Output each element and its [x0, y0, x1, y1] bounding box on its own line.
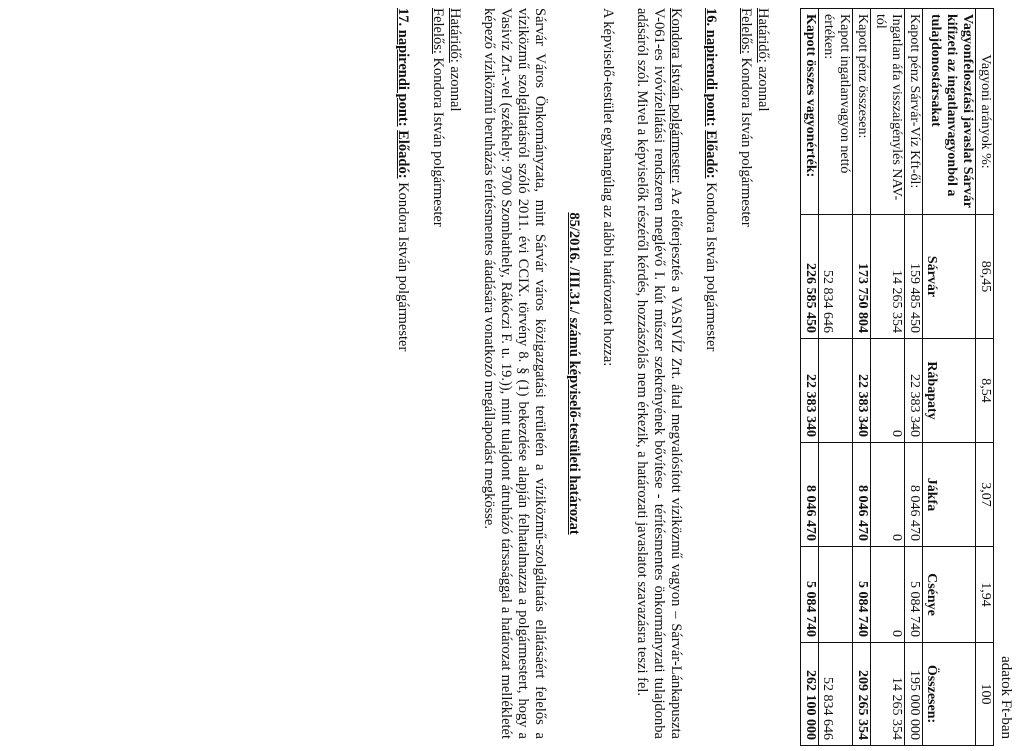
deadline-line [446, 8, 463, 739]
responsible-label: Felelős: [738, 8, 754, 54]
agenda-number: 16. napirendi pont: [703, 8, 719, 127]
responsible-value: Kondora István polgármester [430, 53, 446, 227]
table-cell: 226 585 450 [801, 215, 819, 339]
deadline-value: azonnal [447, 62, 463, 112]
deadline-label: Határidő: [447, 8, 463, 63]
ratio-cell: 3,07 [976, 443, 994, 547]
column-header: Sárvár [923, 215, 976, 339]
table-cell: 22 383 340 [853, 339, 871, 443]
table-cell: 5 084 740 [905, 547, 923, 643]
resolution-title: 85/2016. /III.31./ számú képviselő-testületi határozat [566, 212, 582, 535]
table-cell: 209 265 354 [853, 643, 871, 746]
presenter-label: Előadó: [703, 130, 719, 179]
responsible-line [429, 8, 446, 739]
spacer [788, 8, 800, 739]
table-cell: 14 265 354 [871, 643, 905, 746]
table-cell: 52 834 646 [819, 643, 853, 746]
currency-note: adatok Ft-ban [998, 656, 1014, 739]
responsible-label: Felelős: [430, 8, 446, 54]
asset-allocation-table [800, 8, 994, 746]
ratio-label: Vagyoni arányok %: [976, 9, 994, 215]
row-label: Kapott összes vagyonérték: [801, 9, 819, 215]
presenter-value: Kondora István polgármester [703, 178, 719, 352]
table-cell: 0 [871, 339, 905, 443]
header-label: Vagyonfelosztási javaslat Sárvár kifizeti az ingatlanvagyonból a tulajdonostársakat [923, 9, 976, 215]
responsible-line [737, 8, 754, 739]
table-row-header [923, 9, 976, 746]
row-label: Ingatlan áfa visszaigénylés NAV-tól [871, 9, 905, 215]
agenda-item-17-heading [394, 8, 411, 739]
ratio-cell: 1,94 [976, 547, 994, 643]
table-cell: 5 084 740 [853, 547, 871, 643]
table-cell: 52 834 646 [819, 215, 853, 339]
table-cell [819, 443, 853, 547]
table-cell: 14 265 354 [871, 215, 905, 339]
speaker-label: Kondora István polgármester: [668, 8, 684, 184]
resolution-text: Sárvár Város Önkormányzata, mint Sárvár város közigazgatási területén a víziközmű-szolgáltatás ellátásáért felelős a víziközmű szolgáltatásról szóló 2011. évi CCIX. törvény 8. § (1) bekezdése alapján felhatalmazza a polgármestert, hogy a Vasivíz Zrt.-vel (székhely: 9700 Szombathely, Rákóczi F. u. 19.)), mint tulajdont átruházó társasággal a határozat mellékletét képező víziközmű beruházás térítésmentes átadására vonatkozó megállapodást megkösse. [481, 8, 548, 739]
agenda-number: 17. napirendi pont: [395, 8, 411, 127]
table-cell: 5 084 740 [801, 547, 819, 643]
deadline-line [754, 8, 771, 739]
table-cell: 22 383 340 [905, 339, 923, 443]
table-cell: 22 383 340 [801, 339, 819, 443]
table-cell: 173 750 804 [853, 215, 871, 339]
table-cell: 0 [871, 443, 905, 547]
responsible-value: Kondora István polgármester [738, 53, 754, 227]
table-cell [819, 339, 853, 443]
presenter-value: Kondora István polgármester [395, 178, 411, 352]
agenda-item-16-heading [702, 8, 719, 739]
presenter-label: Előadó: [395, 130, 411, 179]
column-header: Rábapaty [923, 339, 976, 443]
ratio-cell: 8,54 [976, 339, 994, 443]
row-label: Kapott ingatlanvagyon nettó értéken: [819, 9, 853, 215]
table-row [871, 9, 905, 746]
table-row-subtotal [853, 9, 871, 746]
deadline-block-16 [429, 8, 463, 739]
table-cell: 8 046 470 [905, 443, 923, 547]
table-row-ratios [976, 9, 994, 746]
intro-text: Az előterjesztés a VASIVÍZ Zrt. által megvalósított víziközmű vagyon – Sárvár-Lánkapuszta V-061-es ivóvízellátási rendszeren meglévő I. kút műszer szekrényének bővítése - térítésmentes önkormányzati tulajdonba adásáról szól. Mivel a képviselők részéről kérdés, hozzászólás nem érkezik, a határozati javaslatot szavazásra teszi fel. [634, 8, 684, 739]
column-header: Összesen: [923, 643, 976, 746]
table-cell: 8 046 470 [801, 443, 819, 547]
ratio-cell: 100 [976, 643, 994, 746]
table-cell: 159 485 450 [905, 215, 923, 339]
ratio-cell: 86,45 [976, 215, 994, 339]
spacer [771, 8, 788, 739]
table-cell: 0 [871, 547, 905, 643]
column-header: Csénye [923, 547, 976, 643]
table-cell: 262 100 000 [801, 643, 819, 746]
table-cell: 195 000 000 [905, 643, 923, 746]
column-header: Jákfa [923, 443, 976, 547]
vote-text: A képviselő-testület egyhangúlag az alábbi határozatot hozza: [600, 8, 616, 367]
deadline-value: azonnal [755, 62, 771, 112]
deadline-label: Határidő: [755, 8, 771, 63]
row-label: Kapott pénz összesen: [853, 9, 871, 215]
deadline-block-15 [737, 8, 771, 739]
table-row-total [801, 9, 819, 746]
table-cell: 8 046 470 [853, 443, 871, 547]
agenda-item-16-intro [633, 8, 684, 739]
table-row [905, 9, 923, 746]
table-cell [819, 547, 853, 643]
table-row [819, 9, 853, 746]
row-label: Kapott pénz Sárvár-Víz Kft-ől: [905, 9, 923, 215]
